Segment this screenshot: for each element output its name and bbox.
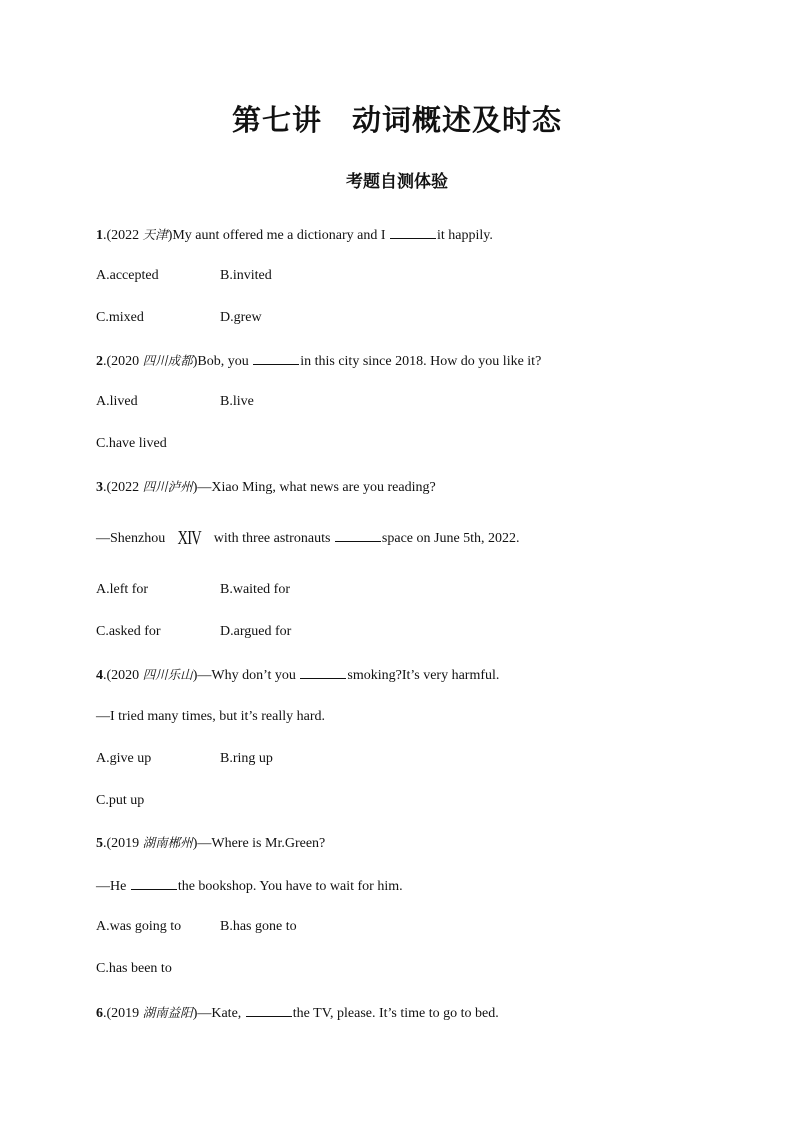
question-5-options-row-1	[96, 917, 344, 937]
question-6-stem: 6.(2019 湖南益阳)—Kate, the TV, please. It’s time to go to bed.	[96, 1002, 499, 1024]
question-3-options-row-2	[96, 622, 344, 642]
question-4-options-row-2	[96, 791, 220, 811]
option-c: C.asked for	[96, 624, 161, 639]
question-source: 天津	[142, 227, 168, 242]
option-c: C.put up	[96, 793, 145, 808]
question-3-options-row-1	[96, 580, 344, 600]
question-number: 4	[96, 668, 103, 683]
question-1-stem: 1.(2022 天津)My aunt offered me a dictionary and I it happily.	[96, 224, 493, 246]
answer-blank	[335, 527, 381, 542]
question-5-stem: 5.(2019 湖南郴州)—Where is Mr.Green?	[96, 835, 326, 851]
option-c: C.have lived	[96, 436, 167, 451]
question-number: 6	[96, 1006, 103, 1021]
option-a: A.accepted	[96, 268, 159, 283]
option-b: B.waited for	[220, 582, 290, 597]
question-4-stem: 4.(2020 四川乐山)—Why don’t you smoking?It’s very harmful.	[96, 664, 499, 686]
option-c: C.has been to	[96, 961, 172, 976]
option-a: A.was going to	[96, 919, 182, 934]
question-4-options-row-1	[96, 749, 344, 769]
question-5-options-row-2	[96, 959, 220, 979]
lesson-title	[0, 98, 794, 142]
question-source: 四川乐山	[142, 667, 193, 682]
lesson-topic: 动词概述及时态	[352, 103, 563, 137]
question-2-options-row-1	[96, 392, 344, 412]
question-source: 湖南郴州	[142, 835, 193, 850]
section-subtitle: 考题自测体验	[346, 172, 448, 192]
roman-numeral: XIV	[177, 527, 202, 549]
question-1-options-row-1	[96, 266, 344, 286]
question-3-stem: 3.(2022 四川泸州)—Xiao Ming, what news are you reading?	[96, 479, 436, 495]
answer-blank	[131, 875, 177, 890]
option-b: B.live	[220, 394, 254, 409]
question-1-options-row-2	[96, 308, 344, 328]
question-number: 2	[96, 354, 103, 369]
option-a: A.lived	[96, 394, 138, 409]
question-source: 湖南益阳	[142, 1005, 193, 1020]
question-source: 四川泸州	[142, 479, 193, 494]
question-number: 5	[96, 836, 103, 851]
option-d: D.grew	[220, 310, 262, 325]
answer-blank	[390, 224, 436, 239]
question-2-options-row-2	[96, 434, 220, 454]
answer-blank	[300, 664, 346, 679]
option-a: A.left for	[96, 582, 149, 597]
question-source: 四川成都	[142, 353, 193, 368]
lesson-number: 第七讲	[231, 103, 322, 137]
question-5-response: —He the bookshop. You have to wait for him.	[96, 875, 403, 897]
question-2-stem: 2.(2020 四川成都)Bob, you in this city since 2018. How do you like it?	[96, 350, 541, 372]
option-a: A.give up	[96, 751, 152, 766]
answer-blank	[253, 350, 299, 365]
option-b: B.ring up	[220, 751, 273, 766]
option-c: C.mixed	[96, 310, 144, 325]
question-number: 3	[96, 480, 103, 495]
question-4-response: —I tried many times, but it’s really hard.	[96, 709, 326, 724]
option-d: D.argued for	[220, 624, 292, 639]
option-b: B.invited	[220, 268, 272, 283]
question-3-response: —Shenzhou XIV with three astronauts space on June 5th, 2022.	[96, 527, 520, 549]
option-b: B.has gone to	[220, 919, 297, 934]
answer-blank	[246, 1002, 292, 1017]
question-number: 1	[96, 228, 103, 243]
